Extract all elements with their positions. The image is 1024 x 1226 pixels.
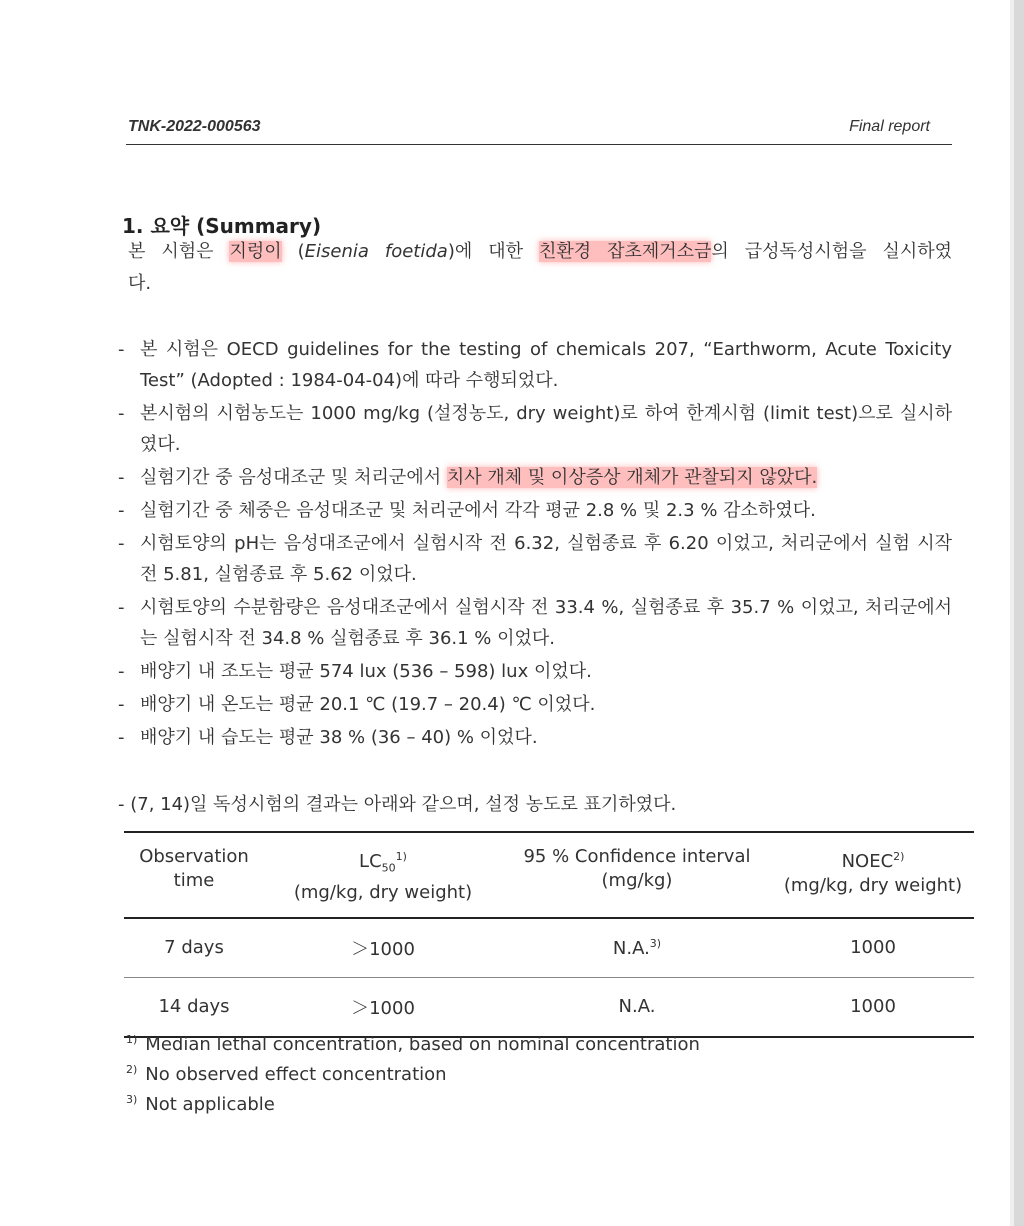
bullet-item — [118, 462, 952, 493]
bullet-item — [118, 689, 952, 720]
summary-intro-line1 — [128, 236, 952, 268]
cell-noec: 1000 — [772, 918, 974, 978]
footnote-text: Median lethal concentration, based on nominal concentration — [145, 1034, 700, 1055]
bullet-text: 배양기 내 습도는 평균 38 % (36 – 40) % 이었다. — [140, 727, 538, 748]
table-header-row — [124, 832, 974, 918]
bullet-dash: - — [118, 694, 125, 715]
document-type: Final report — [849, 118, 930, 135]
header-text: LC — [359, 851, 382, 872]
highlight-earthworm: 지렁이 — [229, 241, 282, 262]
footnote-item — [126, 1027, 700, 1057]
footnote-item — [126, 1087, 700, 1117]
header-text: 95 % Confidence interval — [523, 846, 751, 867]
bullet-text: 실험기간 중 체중은 음성대조군 및 처리군에서 각각 평균 2.8 % 및 2.3 % 감소하였다. — [140, 500, 816, 521]
bullet-text: 시험토양의 pH는 음성대조군에서 실험시작 전 6.32, 실험종료 후 6.20 이었고, 처리군에서 실험 시작 전 5.81, 실험종료 후 5.62 이었다. — [140, 533, 952, 585]
header-text: (mg/kg) — [601, 870, 673, 891]
header-subscript: 50 — [381, 861, 396, 875]
bullet-item — [118, 398, 952, 460]
highlight-no-mortality: 치사 개체 및 이상증상 개체가 관찰되지 않았다. — [446, 467, 818, 488]
highlight-test-substance: 친환경 잡초제거소금 — [538, 241, 712, 262]
cell-lc50: ＞1000 — [264, 977, 502, 1037]
header-confidence-interval — [502, 832, 772, 918]
bullet-dash: - — [118, 339, 125, 360]
page-edge — [1014, 0, 1024, 1226]
header-observation-time — [124, 832, 264, 918]
bullet-text — [140, 462, 952, 493]
results-table — [124, 831, 974, 1038]
bullet-item — [118, 656, 952, 687]
bullet-dash: - — [118, 727, 125, 748]
cell-lc50: ＞1000 — [264, 918, 502, 978]
bullet-item — [118, 528, 952, 590]
bullet-text: 본시험의 시험농도는 1000 mg/kg (설정농도, dry weight)로 하여 한계시험 (limit test)으로 실시하였다. — [140, 403, 952, 455]
bullet-item — [118, 592, 952, 654]
bullet-text: 시험토양의 수분함량은 음성대조군에서 실험시작 전 33.4 %, 실험종료 후 35.7 % 이었고, 처리군에서는 실험시작 전 34.8 % 실험종료 후 36.1 % 이었다. — [140, 597, 952, 649]
footnote-mark: 2) — [126, 1063, 138, 1076]
bullet-dash: - — [118, 403, 125, 424]
footnote-text: No observed effect concentration — [145, 1064, 447, 1085]
header-noec — [772, 832, 974, 918]
summary-bullet-list — [118, 334, 952, 755]
bullet-dash: - — [118, 500, 125, 521]
footnote-mark: 1) — [395, 850, 407, 863]
bullet-dash: - — [118, 597, 125, 618]
cell-time: 7 days — [124, 918, 264, 978]
ci-value: N.A. — [612, 937, 650, 959]
header-text: (mg/kg, dry weight) — [783, 875, 963, 896]
footnote-mark: 2) — [893, 850, 905, 863]
intro-text: 본 시험은 — [128, 241, 230, 262]
footnote-mark: 3) — [649, 936, 662, 950]
bullet-dash: - — [118, 661, 125, 682]
footnote-text: Not applicable — [145, 1094, 275, 1115]
intro-text: 의 급성독성시험을 실시하였 — [711, 241, 953, 262]
header-lc50 — [264, 832, 502, 918]
bullet-text: 본 시험은 OECD guidelines for the testing of chemicals 207, “Earthworm, Acute Toxicity Test” (Adopted : 1984-04-04)에 따라 수행되었다. — [140, 339, 952, 391]
summary-intro-line2: 다. — [128, 273, 152, 294]
ci-value: N.A. — [618, 996, 656, 1018]
table-row — [124, 918, 974, 978]
section-heading: 1. 요약 (Summary) — [122, 214, 322, 238]
bullet-item — [118, 334, 952, 396]
footnotes — [126, 1027, 700, 1117]
footnote-item — [126, 1057, 700, 1087]
footnote-mark: 3) — [126, 1093, 138, 1106]
header-text: NOEC — [841, 851, 894, 872]
header-text: time — [173, 870, 215, 891]
intro-text: )에 대한 — [447, 241, 539, 262]
intro-text: ( — [281, 241, 305, 262]
page-header — [126, 118, 952, 145]
bullet-text: 배양기 내 조도는 평균 574 lux (536 – 598) lux 이었다. — [140, 661, 592, 682]
header-text: Observation — [139, 846, 249, 867]
bullet-dash: - — [118, 533, 125, 554]
bullet-item — [118, 495, 952, 526]
document-id: TNK-2022-000563 — [128, 118, 261, 135]
results-intro: - (7, 14)일 독성시험의 결과는 아래와 같으며, 설정 농도로 표기하였다. — [118, 794, 677, 815]
cell-time: 14 days — [124, 977, 264, 1037]
cell-ci — [502, 918, 772, 978]
footnote-mark: 1) — [126, 1033, 138, 1046]
species-name: Eisenia foetida — [304, 241, 448, 262]
bullet-text: 배양기 내 온도는 평균 20.1 ℃ (19.7 – 20.4) ℃ 이었다. — [140, 694, 596, 715]
bullet-dash: - — [118, 467, 125, 488]
bullet-text-prefix: 실험기간 중 음성대조군 및 처리군에서 — [140, 467, 447, 488]
cell-noec: 1000 — [772, 977, 974, 1037]
header-text: (mg/kg, dry weight) — [293, 881, 473, 903]
bullet-item — [118, 722, 952, 753]
